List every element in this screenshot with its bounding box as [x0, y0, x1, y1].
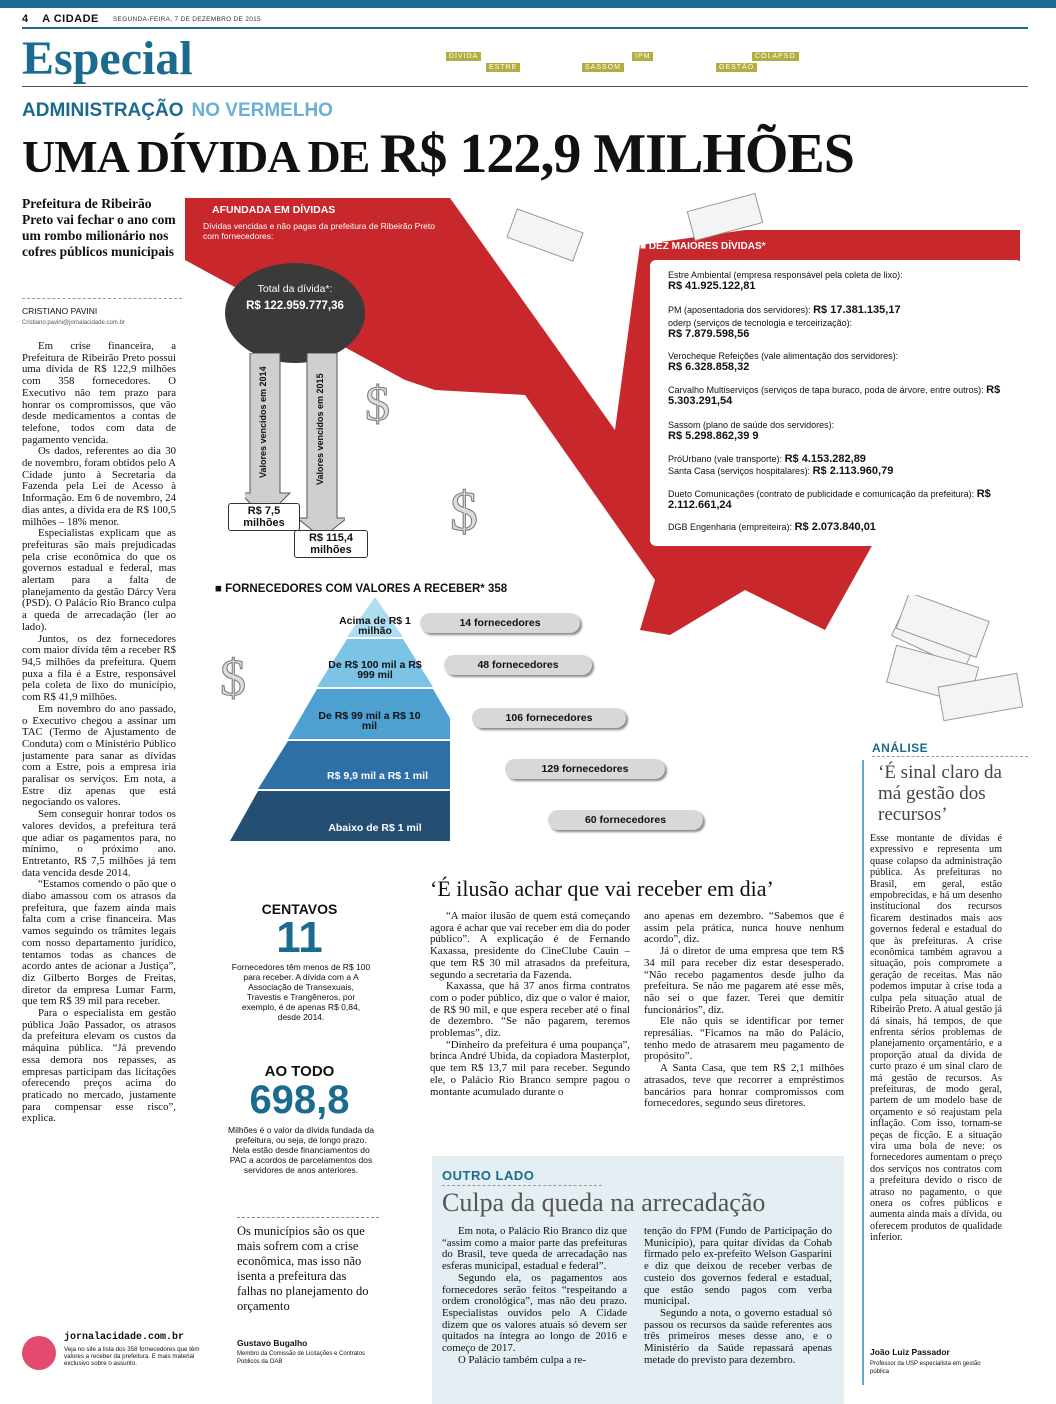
main-paragraph: Juntos, os dez fornecedores com maior dívida têm a receber R$ 94,5 milhões da prefeitura. Quem puxa a fila é a Estre, responsável pela coleta de lixo do município, com R$ 41,9 milhões.	[22, 632, 176, 704]
main-paragraph: Os dados, referentes ao dia 30 de novembro, foram obtidos pelo A Cidade junto à Secretaria da Fazenda pela Lei de Acesso à Informação. Em 6 de novembro, 24 dias antes, a dívida era de R$ 100,5 milhões – 18% menor.	[22, 445, 176, 528]
newspaper-brand: A CIDADE	[42, 13, 99, 25]
main-paragraph: Para o especialista em gestão pública João Passador, os atrasos da prefeitura elevam os custos da máquina pública. “Já prevendo essa demora nos repasses, as empresas participam das licitações oferecendo preços acima do praticado no mercado, justamente para compensar esse risco”, explica.	[22, 1007, 176, 1125]
sub-paragraph: Já o diretor de uma empresa que tem R$ 34 mil para receber diz estar desesperado. “Não recebo pagamentos desde julho da prefeitura. Se não me pagarem até esse mês, não sei o que fazer. Terei que demitir funcionários”, diz.	[644, 945, 844, 1016]
quote-author: Gustavo Bugalho	[237, 1338, 308, 1348]
headline-part1: UMA DÍVIDA DE	[22, 131, 380, 182]
total-debt-label: Total da dívida*:	[257, 283, 333, 295]
stat-centavos-label: CENTAVOS	[261, 901, 338, 917]
top10-item: oderp (serviços de tecnologia e terceirização): R$ 7.879.598,56	[668, 318, 853, 340]
dollar-sign-icon: $	[365, 375, 390, 431]
top10-item: Sassom (plano de saúde dos servidores): R$ 5.298.862,39 9	[668, 420, 835, 442]
outro-paragraph: tenção do FPM (Fundo de Participação do Município), para quitar dívidas da Cohab firmado pelo ex-prefeito Welson Gasparini e diz que deixou de receber verbas de custeio dos governos federal e estadual, que estão sendo pagos com verba municipal.	[644, 1225, 832, 1308]
top10-item: Estre Ambiental (empresa responsável pela coleta de lixo): R$ 41.925.122,81	[668, 270, 903, 292]
tier-count-1: 14 fornecedores	[420, 613, 580, 633]
tag-gestao: GESTÃO	[716, 63, 757, 72]
tag-ipm: IPM	[632, 52, 653, 61]
stat-aotodo-desc: Milhões é o valor da dívida fundada da prefeitura, ou seja, de longo prazo. Nela estão desde financiamentos do PAC a acordos de parcelamentos dos servidores de anos anteriores.	[228, 1125, 375, 1175]
website-url[interactable]: jornalacidade.com.br	[64, 1332, 185, 1343]
edition-date: SEGUNDA-FEIRA, 7 DE DEZEMBRO DE 2015	[112, 15, 261, 23]
suppliers-title-text: FORNECEDORES COM VALORES A RECEBER* 358	[225, 583, 508, 595]
analysis-author: João Luiz Passador	[870, 1347, 950, 1357]
outro-lado-col2	[644, 1226, 832, 1366]
outro-paragraph: Em nota, o Palácio Rio Branco diz que “assim como a maior parte das prefeituras do Brasil, teve queda de arrecadação nas esferas municipal, estadual e federal”.	[442, 1225, 627, 1273]
kicker-part1: ADMINISTRAÇÃO	[22, 100, 184, 121]
stat-centavos-value: 11	[276, 913, 323, 962]
top10-title: ■ DEZ MAIORES DÍVIDAS*	[640, 241, 766, 252]
total-debt-value: R$ 122.959.777,36	[246, 300, 344, 312]
stat-centavos-desc: Fornecedores têm menos de R$ 100 para receber. A dívida com a A Associação de Transexuais, Travestis e Trangêneros, por exemplo, é de apenas R$ 0,84, desde 2014.	[231, 962, 371, 1022]
byline-email: Cristiano.pavini@jornalacidade.com.br	[22, 320, 125, 326]
dollar-sign-icon: $	[220, 650, 246, 707]
page-number: 4	[22, 13, 29, 25]
main-paragraph: Em crise financeira, a Prefeitura de Ribeirão Preto possui uma dívida de R$ 122,9 milhões com 358 fornecedores. O Executivo não tem prazo para honrar os compromissos, que vão desde medicamentos a contas de telefone, todos com data de pagamento vencida.	[22, 340, 176, 446]
top10-item: Verocheque Refeições (vale alimentação dos servidores): R$ 6.328.858,32	[668, 351, 899, 373]
quote-rule	[237, 1217, 379, 1218]
top10-item: Carvalho Multiserviços (serviços de tapa buraco, poda de árvore, entre outros): R$ 5.303.291,54	[668, 384, 1001, 407]
quote-role: Membro da Comissão de Licitações e Contratos Públicos da OAB	[237, 1351, 366, 1365]
tier-count-2: 48 fornecedores	[444, 655, 592, 675]
infographic-title: AFUNDADA EM DÍVIDAS	[212, 204, 336, 216]
sub-article-col1	[430, 911, 630, 1098]
outro-lado-kicker: OUTRO LADO	[442, 1168, 535, 1183]
outro-lado-col1	[442, 1226, 627, 1366]
tier-range-3: De R$ 99 mil a R$ 10 mil	[318, 710, 421, 732]
label-vencidos-2015: Valores vencidos em 2015	[315, 373, 325, 485]
lead-text: Prefeitura de Ribeirão Preto vai fechar o ano com um rombo milionário nos cofres públicos municipais	[22, 196, 176, 259]
main-paragraph: Especialistas explicam que as prefeituras são mais prejudicadas pela crise econômica do que os governos estadual e federal, mas alertam para a falta de planejamento da gestão Dárcy Vera (PSD). O Palácio Rio Branco culpa a queda de arrecadação (ler ao lado).	[22, 527, 176, 633]
site-logo-icon	[22, 1336, 56, 1370]
tier-range-1: Acima de R$ 1 milhão	[339, 615, 411, 637]
tier-range-4: R$ 9,9 mil a R$ 1 mil	[327, 770, 428, 782]
tier-count-3: 106 fornecedores	[472, 708, 626, 728]
outro-paragraph: Segundo ela, os pagamentos aos fornecedores serão feitos “respeitando a ordem cronológica”, mas não deu prazo. Especialistas ouvidos pelo A Cidade dizem que os valores atuais só devem ser quitados na íntegra ao longo de 2016 e começo de 2017.	[442, 1271, 627, 1355]
top10-item: PM (aposentadoria dos servidores): R$ 17.381.135,17	[668, 304, 901, 316]
tier-count-4: 129 fornecedores	[505, 759, 665, 779]
sub-article-title: ‘É ilusão achar que vai receber em dia’	[430, 876, 774, 901]
top10-item: Dueto Comunicações (contrato de publicidade e comunicação da prefeitura): R$ 2.112.661,24	[668, 488, 991, 511]
sub-paragraph: “A maior ilusão de quem está começando agora é achar que vai receber em dia do poder público”. A explicação é de Fernando Kaxassa, presidente do CineClube Cauin – que tem R$ 30 mil atrasados da prefeitura, segundo a secretaria da Fazenda.	[430, 910, 630, 981]
website-note: Veja no site a lista dos 358 fornecedores que têm valores a receber da prefeitura. E mais material exclusivo sobre o assunto.	[64, 1346, 200, 1368]
stat-aotodo-label: AO TODO	[264, 1063, 335, 1080]
header-rule	[22, 27, 1028, 29]
sub-paragraph: Ele não quis se identificar por temer represálias. “Ficamos na mão do Palácio, tenho medo de atrasarem meu pagamento de propósito”.	[644, 1015, 844, 1063]
tier-range-2: De R$ 100 mil a R$ 999 mil	[328, 659, 422, 681]
sub-paragraph: Kaxassa, que há 37 anos firma contratos com o poder público, diz que o valor é maior, de R$ 90 mil, e que espera receber até o final de dezembro. “Se não pagarem, teremos problemas”, diz.	[430, 980, 630, 1040]
top10-item: PróUrbano (vale transporte): R$ 4.153.282,89	[668, 453, 866, 465]
outro-paragraph: O Palácio também culpa a re-	[458, 1353, 587, 1366]
total-debt-circle	[225, 263, 365, 363]
section-title: Especial	[22, 32, 193, 85]
main-paragraph: Em novembro do ano passado, o Executivo chegou a assinar um TAC (Termo de Ajustamento de Conduta) com o Ministério Público justamente para sanar as dívidas com a Estre, pois a empresa iria paralisar os serviços. Em nota, a Estre diz apenas que está negociando os valores.	[22, 702, 176, 809]
analysis-body	[870, 833, 1002, 1244]
sub-paragraph: A Santa Casa, que tem R$ 2,1 milhões atrasados, teve que recorrer a empréstimos bancários para honrar compromissos com fornecedores, segundo seus diretores.	[644, 1062, 844, 1110]
value-2015: R$ 115,4 milhões	[294, 530, 368, 558]
banknote-stack-icon	[880, 595, 1030, 735]
top10-item: DGB Engenharia (empreiteira): R$ 2.073.840,01	[668, 521, 876, 533]
byline-author: CRISTIANO PAVINI	[22, 306, 98, 316]
tag-divida: DÍVIDA	[446, 52, 481, 61]
analysis-author-role: Professor da USP especialista em gestão pública	[870, 1361, 981, 1375]
kicker	[22, 100, 333, 122]
headline-part2: R$ 122,9 MILHÕES	[379, 123, 854, 185]
top10-title-text: DEZ MAIORES DÍVIDAS*	[648, 241, 766, 252]
top10-item: Santa Casa (serviços hospitalares): R$ 2.113.960,79	[668, 465, 894, 477]
suppliers-title: ■ FORNECEDORES COM VALORES A RECEBER* 358	[215, 583, 508, 595]
tier-count-5: 60 fornecedores	[548, 810, 703, 830]
tag-sassom: SASSOM	[582, 63, 624, 72]
top-color-bar	[0, 0, 1056, 8]
dollar-sign-icon: $	[450, 481, 478, 543]
pull-quote: Os municípios são os que mais sofrem com a crise econômica, mas isso não isenta a prefeitura das falhas no planejamento do orçamento	[237, 1224, 369, 1313]
tag-estre: ESTRE	[486, 63, 520, 72]
outro-lado-title: Culpa da queda na arrecadação	[442, 1188, 766, 1217]
sub-paragraph: ano apenas em dezembro. “Sabemos que é assim pela prática, nunca houve nenhum acordo”, diz.	[644, 910, 844, 946]
value-2014: R$ 7,5 milhões	[228, 503, 300, 531]
sub-article-col2	[644, 911, 844, 1110]
tag-colapso: COLAPSO	[752, 52, 799, 61]
section-rule	[22, 86, 1028, 87]
tier-range-5: Abaixo de R$ 1 mil	[328, 822, 422, 834]
sub-paragraph: “Dinheiro da prefeitura é uma poupança”, brinca André Ubida, da copiadora Masterplot, que tem R$ 13,7 mil para receber. Segundo ele, o Palácio Rio Branco sempre pagou o montante acumulado durante o	[430, 1038, 630, 1098]
kicker-part2: NO VERMELHO	[191, 100, 333, 121]
infographic-subtitle: Dívidas vencidas e não pagas da prefeitura de Ribeirão Preto com fornecedores:	[203, 221, 436, 241]
analysis-title: ‘É sinal claro da má gestão dos recursos’	[878, 762, 1002, 825]
main-paragraph: “Estamos comendo o pão que o diabo amassou com os atrasos da prefeitura, que fazem ainda mais falta com a crise financeira. Mas vamos seguindo os trâmites legais com nosso departamento jurídico, tentamos todas as chances de acordo antes de acionar a Justiça”, diz Gilberto Borges de Freitas, diretor da empresa Lumar Farm, que tem R$ 39 mil para receber.	[22, 878, 176, 1008]
outro-lado-rule	[442, 1185, 602, 1186]
analysis-rule	[872, 756, 1028, 757]
analysis-paragraph: Esse montante de dívidas é expressivo e representa um quase colapso da administração pública. As prefeituras no Brasil, em geral, estão empobrecidas, e há um desenho institucional dos recursos ficarem destinados mais aos governos federal e estadual do que às prefeituras. A crise econômica também agravou a situação, pois compromete a geração de receitas. Mas não podemos imputar à crise toda a culpa pela situação atual de Ribeirão Preto. A atual gestão já dá sinais, há tempos, de que enfrenta sérios problemas de planejamento orçamentário, e a proporção atual da dívida de curto prazo é um sinal claro de má gestão de recursos. As prefeituras, de modo geral, partem de um modelo base de orçamento e só reajustam pela inflação. Com isso, tornam-se peças de ficção. E a situação vira uma bola de neve: os fornecedores aumentam o preço dos serviços nos contratos com a prefeitura devido o risco de atraso no pagamento, o que onera os cofres públicos e aumenta ainda mais a dívida, ou oferecem produtos de qualidade inferior.	[870, 833, 1002, 1244]
main-article-body	[22, 341, 176, 1125]
main-paragraph: Sem conseguir honrar todos os valores devidos, a prefeitura terá que adiar os pagamentos para, no mínimo, o próximo ano. Entretanto, R$ 7,5 milhões já tem data vencida desde 2014.	[22, 808, 176, 879]
analysis-kicker: ANÁLISE	[872, 741, 929, 755]
lead-rule	[22, 298, 182, 299]
headline	[22, 124, 854, 187]
outro-paragraph: Segundo a nota, o governo estadual só passou os recursos da saúde referentes aos três primeiros meses desse ano, e o Ministério da Saúde repassará apenas metade do previsto para dezembro.	[644, 1306, 832, 1366]
label-vencidos-2014: Valores vencidos em 2014	[258, 366, 268, 478]
page-header	[22, 13, 261, 25]
analysis-sidebar-bar	[862, 760, 864, 1385]
stat-aotodo-value: 698,8	[249, 1078, 350, 1122]
